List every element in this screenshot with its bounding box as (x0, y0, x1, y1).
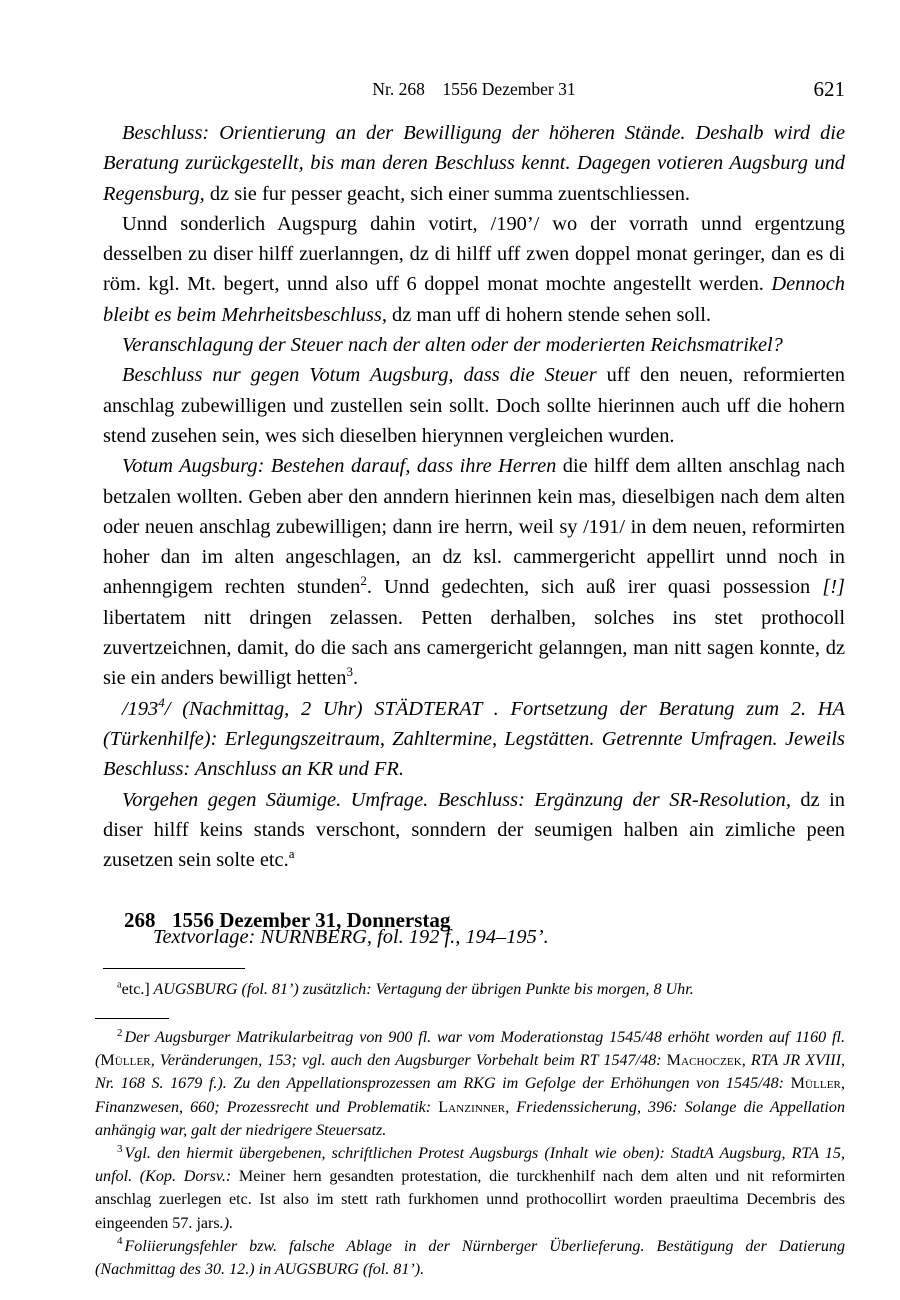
footnote-text: Vgl. den hiermit übergebenen, schriftlichen Protest Augsburgs (Inhalt wie oben): StadtA Augsburg, RTA 15, unfol. (Kop. Dorsv.: (95, 1145, 845, 1186)
variant-text: AUGSBURG (fol. 81’) zusätzlich: Vertagung der übrigen Punkte bis morgen, 8 Uhr. (149, 981, 694, 998)
footnote-number-3: 3 (117, 1142, 123, 1155)
paragraph-vorgehen-saeumige (103, 785, 845, 876)
variant-apparatus (95, 978, 845, 1001)
footnote-4 (95, 1235, 845, 1281)
source-text: . (353, 667, 359, 690)
footnote-text: Der Augsburger Matrikularbeitrag von 900 fl. war vom Moderationstag 1545/48 erhöht worden auf 1160 fl. ( (95, 1029, 845, 1070)
variant-lemma: etc.] (121, 981, 150, 998)
editorial-summary: Vorgehen gegen Säumige. Umfrage. Beschluss: Ergänzung der SR-Resolution, (122, 788, 791, 811)
editorial-summary: Votum Augsburg: Bestehen darauf, dass ihre Herren (122, 455, 557, 478)
footnote-ref-4[interactable]: 4 (158, 694, 165, 710)
paragraph-votum-augsburg-bestehen (103, 451, 845, 693)
footnote-ref-2[interactable]: 2 (360, 573, 367, 589)
author-name-lanzinner: Lanzinner (438, 1098, 506, 1116)
paragraph-staedterat-193 (103, 694, 845, 785)
paragraph-veranschlagung-steuer (103, 330, 845, 360)
section-number: 268 (124, 908, 156, 932)
source-text: die hilff dem allten anschlag nach betzalen wollten. Geben aber den anndern hierinnen kein mas, dieselbigen nach dem alten oder neuen anschlag zubewilligen; dann ire herrn, weil sy /191/ in dem neuen, reformirten hoher dan im alten angeschlagen, an dz ksl. cammergericht appellirt unnd noch in anhenngigem rechten stunden (103, 455, 845, 599)
footnote-3 (95, 1142, 845, 1235)
footnote-text: , Friedenssicherung, 396: Solange die Appellation anhängig war, galt der niedrigere Steuersatz. (95, 1098, 845, 1139)
source-text: dz sie fur pesser geacht, sich einer summa zuentschliessen. (204, 182, 690, 205)
document-page (95, 0, 845, 1300)
author-name-mueller-2: Müller (790, 1075, 841, 1093)
footnote-rule (95, 1018, 169, 1019)
footnote-ref-3[interactable]: 3 (346, 664, 354, 680)
editorial-summary: Dennoch bleibt es beim Mehrheitsbeschluss, (103, 273, 845, 326)
footnote-quoted-source: Meiner hern gesandten protestation, die turckhenhilf nach dem alten und nit reformirten anschlag zuerlegen etc. Ist also im stett rath furkhomen unnd prothocollirt worden praeultima Decembris des eingeenden 57. jars (95, 1168, 845, 1232)
source-text: uff den neuen, reformierten anschlag zubewilligen und zustellen sein sollt. Doch sollte hierinnen auch uff die hohern stend zusehen sein, wes sich dieselben hierynnen vergleichen wurden. (103, 364, 845, 447)
author-name-mueller: Müller (100, 1052, 151, 1070)
source-text: libertatem nitt dringen zelassen. Petten derhalben, solches ins stet prothocoll zuvertzeichnen, damit, do die sach ans camergericht gelanngen, man nitt sagen konnte, dz sie ein anders bewilligt hetten (103, 606, 845, 690)
footnote-text: , Veränderungen, 153; vgl. auch den Augsburger Vorbehalt beim RT 1547/48: (150, 1052, 667, 1070)
footnote-text: , Finanzwesen, 660; Prozessrecht und Problematik: (95, 1075, 845, 1116)
main-text-body (103, 118, 845, 875)
footnote-2 (95, 1026, 845, 1142)
paragraph-beschluss-orientierung (103, 118, 845, 209)
section-title: 1556 Dezember 31, Donnerstag (172, 908, 451, 932)
running-head-title: Nr. 268 1556 Dezember 31 (372, 79, 576, 99)
footnote-number-2: 2 (117, 1026, 123, 1039)
variant-ref-a[interactable]: a (288, 846, 295, 862)
author-name-machoczek: Machoczek (666, 1052, 742, 1070)
editorial-summary: Beschluss nur gegen Votum Augsburg, dass die Steuer (122, 364, 597, 387)
editorial-summary: / (Nachmittag, 2 Uhr) STÄDTERAT . Fortsetzung der Beratung zum 2. HA (Türkenhilfe): Erlegungszeitraum, Zahltermine, Legstätten. Getrennte Umfragen. Jeweils Beschluss: Anschluss an KR und FR. (103, 697, 845, 781)
source-text: dz in diser hilff keins stands verschont, sonndern der seumigen halben ain zimliche peen zusetzen sein solte etc. (103, 788, 845, 872)
footnote-text: Foliierungsfehler bzw. falsche Ablage in der Nürnberger Überlieferung. Bestätigung der Datierung (Nachmittag des 30. 12.) in AUGSBURG (fol. 81’). (95, 1237, 845, 1279)
paragraph-augspurg-votirt (103, 209, 845, 330)
editorial-summary: Veranschlagung der Steuer nach der alten oder der moderierten Reichsmatrikel? (122, 334, 783, 357)
footnote-text: , RTA JR XVIII, Nr. 168 S. 1679 f.). Zu den Appellationsprozessen am RKG im Gefolge der Erhöhungen von 1545/48: (95, 1052, 845, 1093)
editorial-sic-mark: [!] (822, 576, 845, 599)
running-head (103, 76, 845, 102)
footnote-number-4: 4 (117, 1235, 123, 1248)
footnote-apparatus (95, 1026, 845, 1281)
source-text: Unnd sonderlich Augspurg dahin votirt, /190’/ wo der vorrath unnd ergentzung desselben zu diser hilff zuerlanngen, dz di hilff uff zwen doppel monat geringer, dan es di röm. kgl. Mt. begert, unnd also uff 6 doppel monat mochte angestellt werden. (103, 212, 845, 296)
source-text: dz man uff di hohern stende sehen soll. (386, 303, 712, 326)
folio-marker: /193 (122, 697, 159, 720)
source-text: . Unnd gedechten, sich auß irer quasi possession (366, 576, 823, 599)
paragraph-beschluss-votum-augsburg (103, 360, 845, 451)
page-number: 621 (813, 77, 845, 101)
editorial-summary: Beschluss: Orientierung an der Bewilligung der höheren Stände. Deshalb wird die Beratung zurückgestellt, bis man deren Beschluss kennt. Dagegen votieren Augsburg und Regensburg, (103, 122, 845, 205)
footnote-text: .). (219, 1214, 234, 1232)
variant-entry-a (95, 978, 845, 1001)
variant-marker-a: a (117, 979, 122, 991)
variant-apparatus-rule (103, 968, 245, 969)
textvorlage-line: Textvorlage: NÜRNBERG, fol. 192 f., 194–195’. (153, 926, 549, 948)
